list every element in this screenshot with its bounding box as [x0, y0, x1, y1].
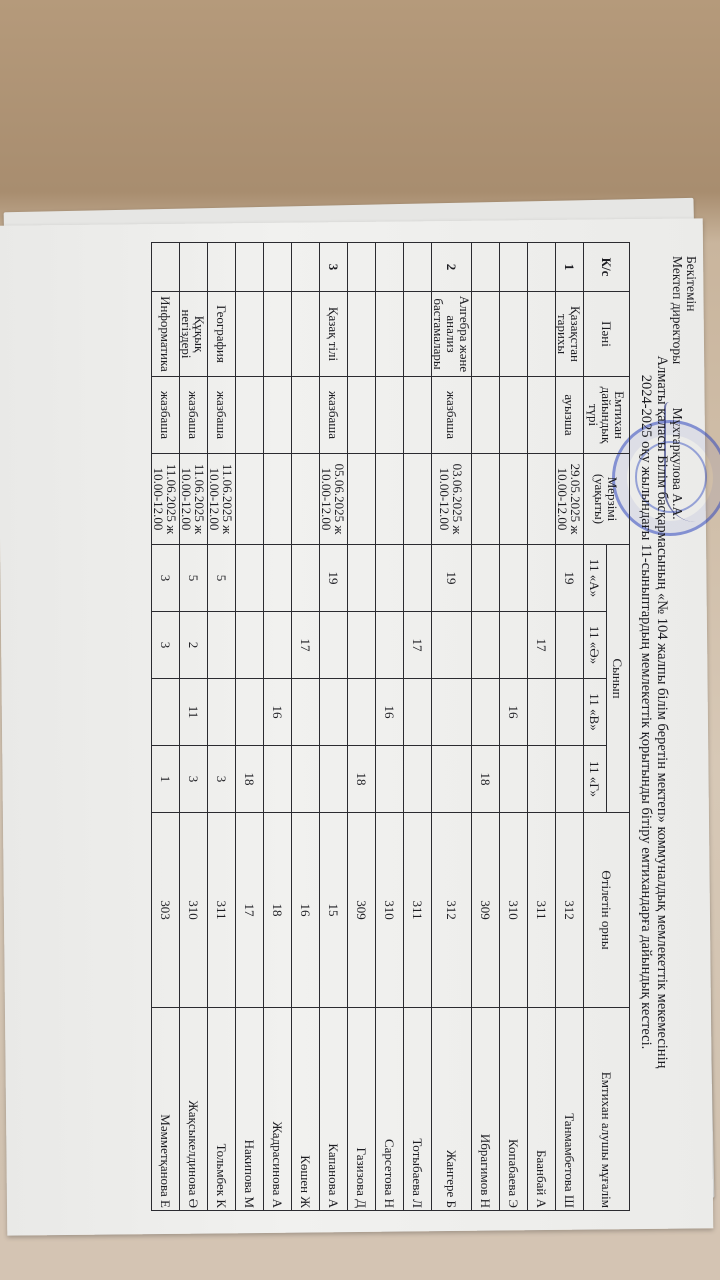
row-class-v [432, 679, 472, 746]
row-class-ae [432, 612, 472, 679]
row-date [292, 454, 320, 545]
header-date: Мерзімі (уақыты) [584, 454, 630, 545]
row-class-a [404, 545, 432, 612]
row-room: 310 [500, 813, 528, 1008]
row-class-ae [376, 612, 404, 679]
row-date: 11.06.2025 ж 10.00-12.00 [152, 454, 180, 545]
row-date: 03.06.2025 ж 10.00-12.00 [432, 454, 472, 545]
row-class-a: 5 [180, 545, 208, 612]
row-number [180, 243, 208, 292]
row-form [376, 377, 404, 454]
row-class-ae [236, 612, 264, 679]
row-teacher: Ибрагимов Н [472, 1008, 500, 1211]
row-number [528, 243, 556, 292]
row-class-a [348, 545, 376, 612]
row-date: 05.06.2025 ж 10.00-12.00 [320, 454, 348, 545]
approval-position [670, 256, 684, 736]
exam-schedule-table [151, 242, 630, 1211]
row-class-v: 16 [376, 679, 404, 746]
row-class-a: 19 [432, 545, 472, 612]
row-room: 18 [264, 813, 292, 1008]
row-date: 11.06.2025 ж 10.00-12.00 [180, 454, 208, 545]
row-form [264, 377, 292, 454]
row-class-g [376, 746, 404, 813]
header-class-a: 11 «А» [584, 545, 607, 612]
document-title [638, 262, 670, 1162]
row-teacher: Мәмметқанова Е [152, 1008, 180, 1211]
row-number [208, 243, 236, 292]
row-class-v [320, 679, 348, 746]
row-form [528, 377, 556, 454]
row-class-ae [264, 612, 292, 679]
row-teacher: Газизова Д [348, 1008, 376, 1211]
row-class-g [556, 746, 584, 813]
row-teacher: Жангере Б [432, 1008, 472, 1211]
table-row [404, 243, 432, 1211]
row-number [376, 243, 404, 292]
title-line-1: Алматы қаласы Білім басқармасының «№ 104 жалпы білім беретін мектеп» коммуналдық мемлекеттік мекемесінің [654, 355, 670, 1069]
table-row [180, 243, 208, 1211]
row-teacher: Жадрасинова А [264, 1008, 292, 1211]
row-date [236, 454, 264, 545]
row-form: жазбаша [208, 377, 236, 454]
approval-signatory: Мұхтарқулова А.А. [670, 407, 685, 520]
row-class-g [500, 746, 528, 813]
row-form: жазбаша [432, 377, 472, 454]
row-subject [236, 292, 264, 377]
row-class-v [292, 679, 320, 746]
row-form: жазбаша [152, 377, 180, 454]
row-room: 17 [236, 813, 264, 1008]
row-teacher: Тольмбек К [208, 1008, 236, 1211]
row-subject: Құқық негіздері [180, 292, 208, 377]
header-room: Өтілетін орны [584, 813, 630, 1008]
row-class-v [528, 679, 556, 746]
row-room: 309 [472, 813, 500, 1008]
row-class-a: 19 [320, 545, 348, 612]
table-row [264, 243, 292, 1211]
row-date: 11.06.2025 ж 10.00-12.00 [208, 454, 236, 545]
row-class-v [152, 679, 180, 746]
row-date [264, 454, 292, 545]
table-row [292, 243, 320, 1211]
row-class-v [556, 679, 584, 746]
header-classes: Сынып [607, 545, 630, 813]
row-class-ae [500, 612, 528, 679]
row-class-a: 19 [556, 545, 584, 612]
row-number [264, 243, 292, 292]
row-form [500, 377, 528, 454]
row-room: 16 [292, 813, 320, 1008]
row-class-ae: 17 [404, 612, 432, 679]
table-row [556, 243, 584, 1211]
row-number [500, 243, 528, 292]
table-header-row [607, 243, 630, 1211]
row-number: 2 [432, 243, 472, 292]
row-class-g [264, 746, 292, 813]
table-row [208, 243, 236, 1211]
row-teacher: Капанова А [320, 1008, 348, 1211]
row-class-ae: 2 [180, 612, 208, 679]
row-room: 15 [320, 813, 348, 1008]
row-class-v [208, 679, 236, 746]
row-class-g [320, 746, 348, 813]
row-class-ae: 17 [292, 612, 320, 679]
row-teacher: Танмамбетова Ш [556, 1008, 584, 1211]
row-teacher: Жақсыкелдинова Ә [180, 1008, 208, 1211]
header-no: К/с [584, 243, 630, 292]
row-class-g: 18 [236, 746, 264, 813]
row-subject [264, 292, 292, 377]
row-date [348, 454, 376, 545]
row-room: 311 [528, 813, 556, 1008]
row-class-v [472, 679, 500, 746]
row-number [348, 243, 376, 292]
row-number [472, 243, 500, 292]
header-teacher: Емтихан алушы мұғалім [584, 1008, 630, 1211]
row-room: 309 [348, 813, 376, 1008]
row-form: жазбаша [320, 377, 348, 454]
row-room: 311 [404, 813, 432, 1008]
row-class-g: 18 [472, 746, 500, 813]
row-teacher: Накипова М [236, 1008, 264, 1211]
row-room: 310 [180, 813, 208, 1008]
title-line-2: 2024-2025 оқу жылындағы 11-сыныптардың мемлекеттік қорытынды бітіру емтихандарға дайындық кестесі. [638, 374, 654, 1050]
header-form: Емтихан дайындық түрі [584, 377, 630, 454]
header-subject: Пәні [584, 292, 630, 377]
header-class-v: 11 «В» [584, 679, 607, 746]
row-class-ae [320, 612, 348, 679]
row-class-v: 16 [500, 679, 528, 746]
approval-position-label: Мектеп директоры [670, 256, 685, 365]
row-teacher: Көшен Ж [292, 1008, 320, 1211]
row-class-ae [472, 612, 500, 679]
row-teacher: Сарсетова Н [376, 1008, 404, 1211]
row-form: жазбаша [180, 377, 208, 454]
row-subject [404, 292, 432, 377]
row-date [528, 454, 556, 545]
table-body [152, 243, 584, 1211]
row-class-v [348, 679, 376, 746]
row-subject: Қазақстан тарихы [556, 292, 584, 377]
row-class-a [264, 545, 292, 612]
table-row [320, 243, 348, 1211]
row-date [472, 454, 500, 545]
row-room: 310 [376, 813, 404, 1008]
row-subject [376, 292, 404, 377]
row-date [500, 454, 528, 545]
row-number [152, 243, 180, 292]
row-class-a [528, 545, 556, 612]
row-room: 312 [556, 813, 584, 1008]
approval-block [670, 256, 698, 736]
row-number: 1 [556, 243, 584, 292]
table-row [528, 243, 556, 1211]
row-class-a [472, 545, 500, 612]
row-teacher: Тотыбаева Л [404, 1008, 432, 1211]
table-row [376, 243, 404, 1211]
approval-heading: Бекітемін [684, 256, 699, 312]
row-class-g: 18 [348, 746, 376, 813]
row-class-a [376, 545, 404, 612]
row-subject: Информатика [152, 292, 180, 377]
row-number [236, 243, 264, 292]
row-class-a: 3 [152, 545, 180, 612]
row-date: 29.05.2025 ж 10.00-12.00 [556, 454, 584, 545]
row-class-v [236, 679, 264, 746]
row-class-a [236, 545, 264, 612]
row-class-g [292, 746, 320, 813]
row-class-g: 3 [180, 746, 208, 813]
row-number [292, 243, 320, 292]
row-subject [292, 292, 320, 377]
table-row [152, 243, 180, 1211]
table-row [236, 243, 264, 1211]
row-class-v: 16 [264, 679, 292, 746]
row-subject [528, 292, 556, 377]
table-row [500, 243, 528, 1211]
row-form [236, 377, 264, 454]
row-room: 312 [432, 813, 472, 1008]
row-form [472, 377, 500, 454]
row-number [404, 243, 432, 292]
row-form [348, 377, 376, 454]
row-subject [500, 292, 528, 377]
row-teacher: Баанбай А [528, 1008, 556, 1211]
document-content [120, 232, 720, 1232]
row-class-g [404, 746, 432, 813]
row-date [404, 454, 432, 545]
row-class-ae: 3 [152, 612, 180, 679]
row-class-g [432, 746, 472, 813]
row-class-ae: 17 [528, 612, 556, 679]
row-class-a [292, 545, 320, 612]
row-subject: Қазақ тілі [320, 292, 348, 377]
row-form [292, 377, 320, 454]
row-subject [348, 292, 376, 377]
row-class-a: 5 [208, 545, 236, 612]
row-room: 303 [152, 813, 180, 1008]
row-class-ae [348, 612, 376, 679]
row-number: 3 [320, 243, 348, 292]
row-class-v [404, 679, 432, 746]
row-class-g: 3 [208, 746, 236, 813]
row-form: ауызша [556, 377, 584, 454]
row-room: 311 [208, 813, 236, 1008]
row-date [376, 454, 404, 545]
row-class-g [528, 746, 556, 813]
row-subject: География [208, 292, 236, 377]
header-class-ae: 11 «Ә» [584, 612, 607, 679]
row-form [404, 377, 432, 454]
row-subject [472, 292, 500, 377]
row-class-ae [556, 612, 584, 679]
row-class-v: 11 [180, 679, 208, 746]
table-row [348, 243, 376, 1211]
row-class-a [500, 545, 528, 612]
row-class-g: 1 [152, 746, 180, 813]
header-class-g: 11 «Г» [584, 746, 607, 813]
row-subject: Алгебра және анализ бастамалары [432, 292, 472, 377]
table-row [472, 243, 500, 1211]
table-row [432, 243, 472, 1211]
row-teacher: Копабаева Э [500, 1008, 528, 1211]
row-class-ae [208, 612, 236, 679]
